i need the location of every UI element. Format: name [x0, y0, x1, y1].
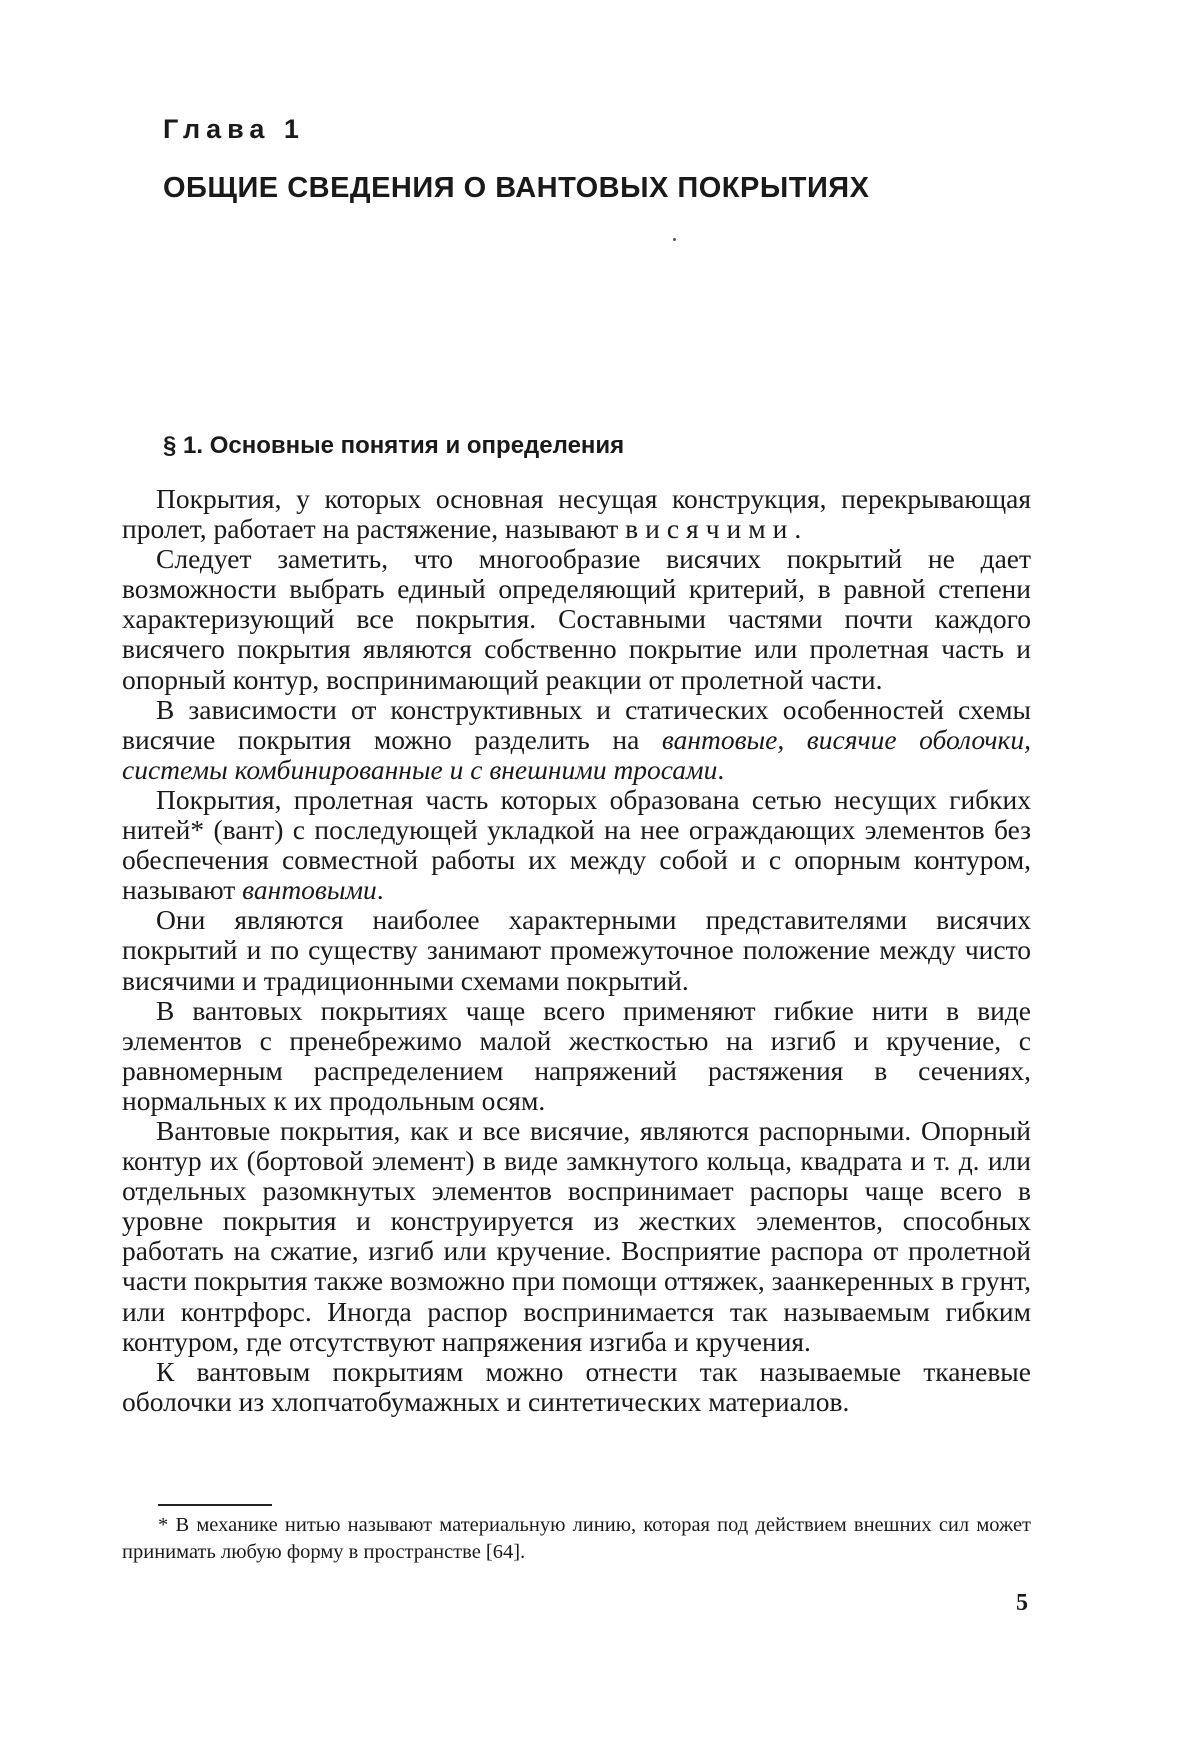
paragraph-3 [122, 695, 1031, 785]
paragraph-text: Покрытия, у которых основная несущая конструкция, перекрывающая пролет, работает на растяжение, называют [122, 483, 1031, 545]
section-title: § 1. Основные понятия и определения [163, 432, 625, 459]
chapter-title: ОБЩИЕ СВЕДЕНИЯ О ВАНТОВЫХ ПОКРЫТИЯХ [163, 172, 870, 204]
footnote-divider [158, 1504, 272, 1506]
italic-term: вантовые, висячие оболочки, системы комбинированные и с внешними тросами [122, 723, 1031, 785]
paragraph-text: Покрытия, пролетная часть которых образована сетью несущих гибких нитей* (вант) с последующей укладкой на нее ограждающих элементов без обеспечения совместной работы их между собой и с опорным контуром, называют [122, 783, 1031, 906]
footnote: * В механике нитью называют материальную линию, которая под действием внешних сил может принимать любую форму в пространстве [64]. [122, 1514, 1031, 1563]
paragraph-1 [122, 484, 1031, 544]
scan-speck [673, 238, 676, 241]
paragraph-text: . [376, 874, 384, 906]
paragraph-2: Следует заметить, что многообразие висячих покрытий не дает возможности выбрать единый определяющий критерий, в равной степени характеризующий все покрытия. Составными частями почти каждого висячего покрытия являются собственно покрытие или пролетная часть и опорный контур, воспринимающий реакции от пролетной части. [122, 543, 1031, 695]
body-text [122, 484, 1031, 1417]
paragraph-6: В вантовых покрытиях чаще всего применяют гибкие нити в виде элементов с пренебрежимо малой жесткостью на изгиб и кручение, с равномерным распределением напряжений растяжения в сечениях, нормальных к их продольным осям. [122, 994, 1031, 1116]
paragraph-5: Они являются наиболее характерными представителями висячих покрытий и по существу занимают промежуточное положение между чисто висячими и традиционными схемами покрытий. [122, 904, 1031, 996]
paragraph-7: Вантовые покрытия, как и все висячие, являются распорными. Опорный контур их (бортовой элемент) в виде замкнутого кольца, квадрата и т. д. или отдельных разомкнутых элементов воспринимает распоры чаще всего в уровне покрытия и конструируется из жестких элементов, способных работать на сжатие, изгиб или кручение. Восприятие распора от пролетной части покрытия также возможно при помощи оттяжек, заанкеренных в грунт, или контрфорс. Иногда распор воспринимается так называемым гибким контуром, где отсутствуют напряжения изгиба и кручения. [122, 1114, 1031, 1357]
chapter-label: Глава 1 [163, 114, 305, 144]
spaced-term: висячими [625, 513, 795, 545]
paragraph-4 [122, 785, 1031, 905]
page-number: 5 [1016, 1590, 1028, 1616]
paragraph-8: К вантовым покрытиям можно отнести так называемые тканевые оболочки из хлопчатобумажных и синтетических материалов. [122, 1355, 1031, 1417]
paragraph-text: . [717, 753, 725, 785]
paragraph-text: В зависимости от конструктивных и статических особенностей схемы висячие покрытия можно разделить на [122, 693, 1031, 755]
italic-term: вантовыми [242, 874, 377, 906]
paragraph-text: . [794, 513, 802, 545]
